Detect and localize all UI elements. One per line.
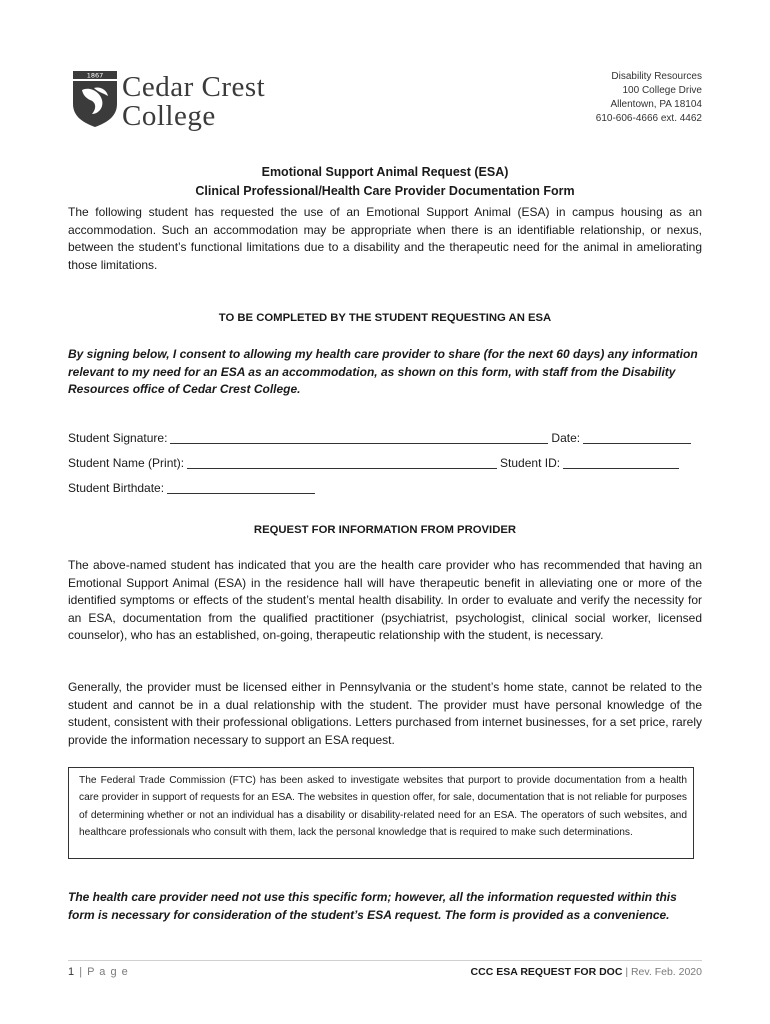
title-line2: Clinical Professional/Health Care Provider Documentation Form bbox=[195, 184, 575, 198]
date-label: Date: bbox=[551, 431, 581, 445]
address-line: 100 College Drive bbox=[622, 85, 702, 96]
address-phone: 610-606-4666 ext. 4462 bbox=[595, 113, 702, 124]
footer-doc-name: CCC ESA REQUEST FOR DOC bbox=[470, 966, 623, 978]
date-field[interactable] bbox=[583, 431, 691, 444]
address-line: Disability Resources bbox=[611, 71, 702, 82]
college-crest-icon bbox=[72, 70, 118, 128]
footer-revision: | Rev. Feb. 2020 bbox=[625, 966, 702, 978]
svg-text:1867: 1867 bbox=[86, 71, 104, 80]
page-number bbox=[68, 966, 129, 978]
ftc-notice-box: The Federal Trade Commission (FTC) has been asked to investigate websites that purport to provide documentation from a health care provider in support of requests for an ESA. The websites in question offer, for sale, documentation that is not reliable for purposes of determining whether or not an individual has a disability or disability-related need for an ESA. The operators of such websites, and healthcare professionals who consult with them, lack the personal knowledge that is required to make such determinations. bbox=[68, 767, 694, 859]
logo-wordmark-line1: Cedar Crest bbox=[122, 71, 266, 103]
intro-paragraph: The following student has requested the use of an Emotional Support Animal (ESA) in campus housing as an accommodation. Such an accommodation may be appropriate when there is an identifiable relationship, or nexus, between the student’s functional limitations due to a disability and the therapeutic need for the animal in ameliorating those limitations. bbox=[68, 205, 702, 272]
address-line: Allentown, PA 18104 bbox=[610, 99, 702, 110]
document-footer bbox=[471, 966, 702, 978]
page-number-value: 1 bbox=[68, 966, 76, 978]
logo-wordmark-line2: College bbox=[122, 100, 216, 132]
footer-divider bbox=[68, 960, 702, 961]
birthdate-label: Student Birthdate: bbox=[68, 481, 165, 495]
student-id-label: Student ID: bbox=[500, 456, 561, 470]
student-name-field[interactable] bbox=[187, 456, 497, 469]
student-id-field[interactable] bbox=[563, 456, 679, 469]
consent-statement: By signing below, I consent to allowing my health care provider to share (for the next 60 days) any information relevant to my need for an ESA as an accommodation, as shown on this form, with staff from the Disability Resources office of Cedar Crest College. bbox=[68, 347, 698, 396]
name-row bbox=[68, 456, 702, 470]
provider-form-note: The health care provider need not use this specific form; however, all the information requested within this form is necessary for consideration of the student’s ESA request. The form is provided as a convenience. bbox=[68, 890, 677, 922]
college-logo bbox=[72, 70, 302, 130]
provider-paragraph-2: Generally, the provider must be licensed either in Pennsylvania or the student’s home state, cannot be related to the student and cannot be in a dual relationship with the student. The provider must have personal knowledge of the student, consistent with their professional obligations. Letters purchased from internet businesses, for a set price, rarely provide the information necessary to support an ESA request. bbox=[68, 680, 702, 747]
provider-paragraph-1: The above-named student has indicated that you are the health care provider who has recommended that having an Emotional Support Animal (ESA) in the residence hall will have therapeutic benefit in alleviating one or more of the identified symptoms or effects of the student’s mental health disability. In order to evaluate and verify the necessity for an ESA, documentation from the qualified practitioner (psychiatrist, psychologist, clinical social worker, licensed counselor), who has an established, on-going, therapeutic relationship with the student, is necessary. bbox=[68, 558, 702, 642]
birthdate-row bbox=[68, 481, 702, 495]
signature-row bbox=[68, 431, 702, 445]
page-label: | P a g e bbox=[79, 966, 129, 978]
student-section-heading: TO BE COMPLETED BY THE STUDENT REQUESTING AN ESA bbox=[218, 312, 552, 324]
signature-label: Student Signature: bbox=[68, 431, 168, 445]
name-label: Student Name (Print): bbox=[68, 456, 185, 470]
office-address bbox=[596, 70, 702, 126]
provider-section-heading: REQUEST FOR INFORMATION FROM PROVIDER bbox=[253, 524, 517, 536]
form-title bbox=[68, 163, 702, 201]
signature-field[interactable] bbox=[170, 431, 548, 444]
title-line1: Emotional Support Animal Request (ESA) bbox=[261, 165, 509, 179]
birthdate-field[interactable] bbox=[167, 481, 315, 494]
